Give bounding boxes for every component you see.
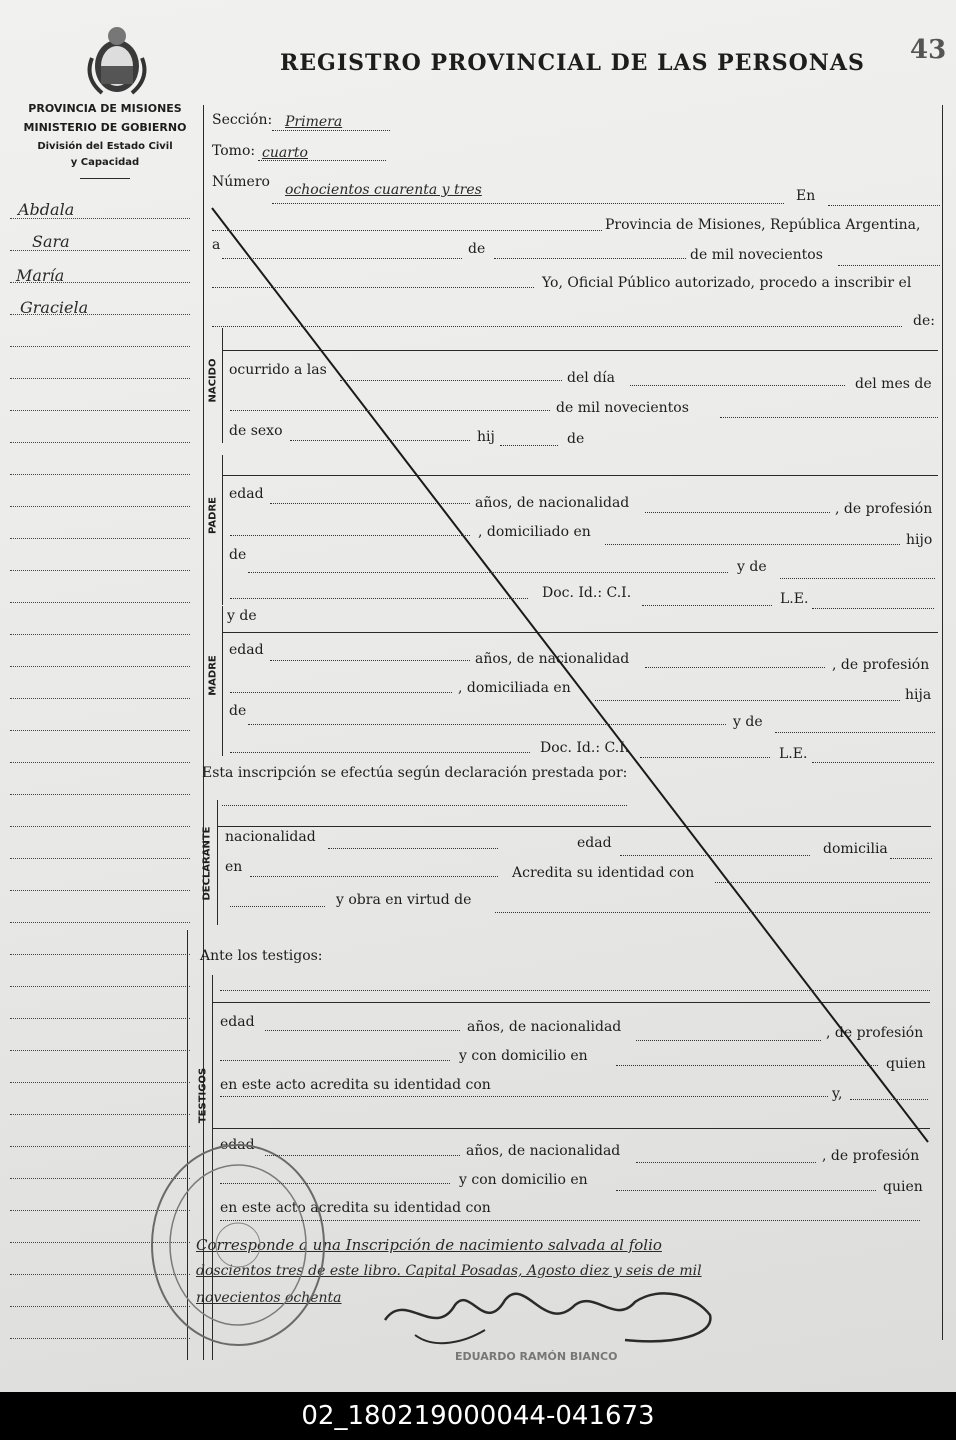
testigo2-edad-label: edad: [220, 1137, 255, 1153]
fill-in-line: [248, 572, 728, 573]
org-division: División del Estado Civil: [37, 141, 173, 152]
testigo2-acredita-label: en este acto acredita su identidad con: [220, 1200, 491, 1216]
org-capacity: y Capacidad: [70, 157, 140, 168]
tomo-label: Tomo:: [212, 143, 256, 159]
note-line-2: doscientos tres de este libro. Capital Posadas, Agosto diez y seis de mil: [196, 1263, 702, 1279]
fill-in-line: [220, 990, 930, 991]
fill-in-line: [220, 1183, 450, 1184]
fill-in-line: [270, 660, 470, 661]
note-line-3: novecientos ochenta: [196, 1290, 342, 1306]
fill-in-line: [220, 1220, 920, 1221]
fill-in-line: [272, 203, 784, 204]
declarante-edad-label: edad: [577, 835, 612, 851]
padre-anos-label: años, de nacionalidad: [475, 495, 630, 511]
testigos-intro: Ante los testigos:: [200, 948, 323, 964]
fill-in-line: [212, 230, 602, 231]
fill-in-line: [328, 848, 498, 849]
declarante-nacionalidad-label: nacionalidad: [225, 829, 316, 845]
madre-le-label: L.E.: [779, 746, 808, 762]
de-label: de: [468, 241, 486, 257]
fill-in-line: [250, 876, 498, 877]
fill-in-line: [812, 762, 934, 763]
testigos-label: TESTIGOS: [197, 1067, 209, 1124]
padre-edad-label: edad: [229, 486, 264, 502]
fill-in-line: [258, 160, 386, 161]
testigo1-quien-label: quien: [886, 1056, 926, 1072]
testigo2-domicilio-label: y con domicilio en: [459, 1172, 588, 1188]
declarante-label: DECLARANTE: [201, 826, 213, 901]
numero-label: Número: [212, 174, 270, 190]
fill-in-line: [230, 535, 470, 536]
padre-label: PADRE: [207, 497, 219, 534]
fill-in-line: [212, 287, 534, 288]
testigo2-profesion-label: , de profesión: [822, 1148, 920, 1164]
fill-in-line: [230, 410, 550, 411]
fill-in-line: [230, 906, 325, 907]
testigo1-y-label: y,: [832, 1086, 843, 1102]
sexo-label: de sexo: [229, 423, 283, 439]
fill-in-line: [248, 724, 726, 725]
fill-in-line: [265, 1155, 460, 1156]
fill-in-line: [230, 692, 452, 693]
fill-in-line: [340, 380, 562, 381]
fill-in-line: [220, 1096, 828, 1097]
fill-in-line: [212, 326, 902, 327]
fill-in-line: [630, 385, 845, 386]
madre-y-de-top-label: y de: [227, 608, 257, 624]
de-colon-label: de:: [913, 313, 935, 329]
fill-in-line: [645, 667, 825, 668]
tomo-value: cuarto: [262, 145, 308, 161]
fill-in-line: [272, 130, 390, 131]
fill-in-line: [270, 503, 470, 504]
page-number: 43: [910, 35, 947, 65]
fill-in-line: [290, 440, 470, 441]
fill-in-line: [890, 858, 932, 859]
fill-in-line: [636, 1040, 821, 1041]
fill-in-line: [220, 1060, 450, 1061]
fill-in-line: [720, 417, 938, 418]
madre-doc-label: Doc. Id.: C.I.: [540, 740, 630, 756]
fill-in-line: [495, 912, 930, 913]
madre-de-label: de: [229, 703, 247, 719]
org-province: PROVINCIA DE MISIONES: [28, 102, 182, 115]
fill-in-line: [715, 882, 930, 883]
margin-surname: Abdala: [18, 200, 75, 219]
testigo1-anos-label: años, de nacionalidad: [467, 1019, 622, 1035]
fill-in-line: [620, 855, 810, 856]
fill-in-line: [640, 757, 770, 758]
mil-novecientos-label: de mil novecientos: [690, 247, 823, 263]
a-label: a: [212, 237, 221, 253]
page-title: REGISTRO PROVINCIAL DE LAS PERSONAS: [280, 50, 865, 76]
padre-profesion-label: , de profesión: [835, 501, 933, 517]
fill-in-line: [494, 258, 686, 259]
testigo1-acredita-label: en este acto acredita su identidad con: [220, 1077, 491, 1093]
declarante-en-label: en: [225, 859, 243, 875]
padre-doc-label: Doc. Id.: C.I.: [542, 585, 632, 601]
madre-hija-label: hija: [905, 687, 932, 703]
fill-in-line: [775, 732, 935, 733]
madre-domiciliada-label: , domiciliada en: [458, 680, 571, 696]
fill-in-line: [500, 445, 558, 446]
madre-profesion-label: , de profesión: [832, 657, 930, 673]
testigo1-profesion-label: , de profesión: [826, 1025, 924, 1041]
ocurrido-label: ocurrido a las: [229, 362, 327, 378]
fill-in-line: [230, 752, 530, 753]
declarante-acredita-label: Acredita su identidad con: [512, 865, 695, 881]
fill-in-line: [222, 805, 627, 806]
note-line-1: Corresponde a una Inscripción de nacimiento salvada al folio: [196, 1236, 662, 1254]
fill-in-line: [616, 1065, 878, 1066]
padre-hijo-label: hijo: [906, 532, 933, 548]
testigo1-domicilio-label: y con domicilio en: [459, 1048, 588, 1064]
testigo1-edad-label: edad: [220, 1014, 255, 1030]
margin-name-3: Graciela: [20, 298, 89, 317]
org-ministry: MINISTERIO DE GOBIERNO: [23, 121, 187, 134]
fill-in-line: [222, 258, 462, 259]
yo-oficial-text: Yo, Oficial Público autorizado, procedo a inscribir el: [542, 275, 912, 291]
en-label: En: [796, 188, 816, 204]
testigo2-quien-label: quien: [883, 1179, 923, 1195]
nacido-de-label: de: [567, 431, 585, 447]
madre-label: MADRE: [207, 655, 219, 696]
numero-value: ochocientos cuarenta y tres: [285, 182, 482, 198]
fill-in-line: [265, 1030, 460, 1031]
stamp-name: EDUARDO RAMÓN BIANCO: [455, 1350, 618, 1363]
fill-in-line: [595, 700, 900, 701]
fill-in-line: [642, 605, 772, 606]
margin-name-2: María: [16, 266, 65, 285]
seccion-label: Sección:: [212, 112, 273, 128]
declarante-obra-label: y obra en virtud de: [336, 892, 472, 908]
hij-label: hij: [477, 429, 495, 445]
fill-in-line: [780, 578, 935, 579]
del-dia-label: del día: [567, 370, 615, 386]
fill-in-line: [645, 512, 830, 513]
fill-in-line: [605, 544, 900, 545]
nacido-label: NACIDO: [207, 358, 219, 403]
fill-in-line: [636, 1162, 816, 1163]
margin-name-1: Sara: [32, 232, 70, 251]
fill-in-line: [616, 1190, 876, 1191]
testigo2-anos-label: años, de nacionalidad: [466, 1143, 621, 1159]
seccion-value: Primera: [285, 114, 343, 130]
padre-de-label: de: [229, 547, 247, 563]
nacido-mil-label: de mil novecientos: [556, 400, 689, 416]
fill-in-line: [230, 598, 528, 599]
fill-in-line: [850, 1099, 928, 1100]
declaracion-intro: Esta inscripción se efectúa según declaración prestada por:: [202, 765, 628, 781]
fill-in-line: [812, 608, 934, 609]
madre-edad-label: edad: [229, 642, 264, 658]
madre-y-de-label: y de: [733, 714, 763, 730]
provincia-text: Provincia de Misiones, República Argentina,: [605, 217, 921, 233]
declarante-domicilia-label: domicilia: [823, 841, 888, 857]
madre-anos-label: años, de nacionalidad: [475, 651, 630, 667]
fill-in-line: [838, 265, 940, 266]
padre-le-label: L.E.: [780, 591, 809, 607]
del-mes-label: del mes de: [855, 376, 932, 392]
padre-y-de-label: y de: [737, 559, 767, 575]
padre-domiciliado-label: , domiciliado en: [478, 524, 591, 540]
scan-id-bar: 02_180219000044-041673: [0, 1392, 956, 1440]
fill-in-line: [828, 205, 940, 206]
